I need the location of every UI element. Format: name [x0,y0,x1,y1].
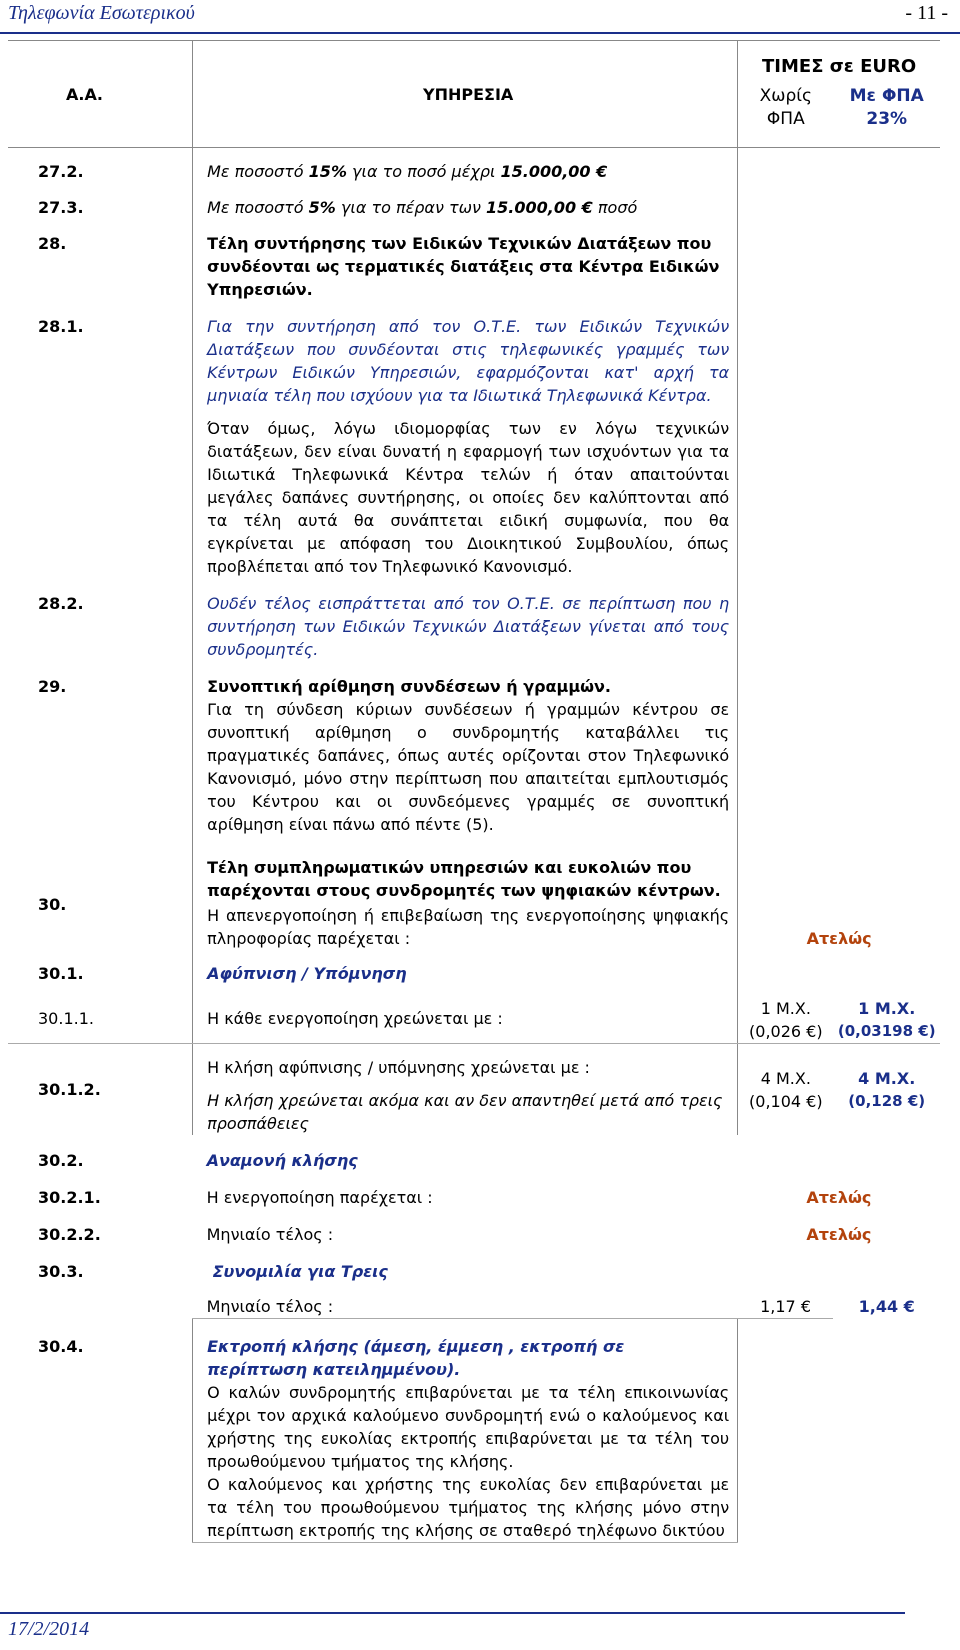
price-vat [833,1319,940,1543]
row-number: 27.3. [38,198,84,217]
price-vat: 1,44 € [858,1297,915,1316]
row-title: Τέλη συμπληρωματικών υπηρεσιών και ευκολιών που παρέχονται στους συνδρομητές των ψηφιακών κέντρων. [207,858,721,900]
price-vat [833,1246,940,1283]
row-text-part: Με ποσοστό [207,198,309,217]
row-text-bold: 15.000,00 € [500,162,608,181]
row-body: Ο καλούμενος και χρήστης της ευκολίας δεν επιβαρύνεται με τα τέλη του προωθούμενου τμήματος της κλήσης μόνο στην περίπτωση εκτροπής της κλήσης σε σταθερό τηλέφωνο δικτύου [207,1475,730,1540]
row-title: Συνομιλία για Τρεις [212,1262,388,1281]
price-no-vat [738,1246,834,1283]
table-row [8,1283,940,1319]
table-row [8,183,940,219]
table-row [8,1319,940,1543]
header-vat-line1: Με ΦΠΑ [849,86,924,107]
price-no-vat [738,301,834,407]
row-body: Για τη σύνδεση κύριων συνδέσεων ή γραμμών κέντρου σε συνοπτική αρίθμηση ο συνδρομητής καταβάλλει τις πραγματικές δαπάνες, όπως αυτές ορίζονται στον Τηλεφωνικό Κανονισμό, μόνο στην περίπτωση που απαιτείται εμπλουτισμός του Κέντρου και οι συνδεόμενες γραμμές σε συνοπτική αρίθμηση είναι πάνω από πέντε (5). [207,700,730,834]
row-text [193,836,738,950]
price-units: 1 Μ.Χ. [858,999,916,1018]
price-units: 4 Μ.Χ. [760,1068,811,1088]
row-text-part: για το ποσό μέχρι [346,162,501,181]
row-text-part: Με ποσοστό [207,162,309,181]
row-number: 29. [38,677,67,696]
price-no-vat: 1,17 € [760,1297,811,1316]
price-no-vat [738,1135,834,1172]
header-no-vat-line1: Χωρίς [759,86,813,107]
row-title: Αφύπνιση / Υπόμνηση [193,950,738,985]
header-rule [0,32,960,34]
row-text [193,1044,738,1136]
row-text [193,183,738,219]
price-no-vat [738,1319,834,1543]
table-row [8,407,940,578]
price-no-vat [738,950,834,985]
price-no-vat [738,578,834,661]
row-text [193,1319,738,1543]
price-free: Ατελώς [806,1225,872,1244]
row-title: Συνοπτική αρίθμηση συνδέσεων ή γραμμών. [207,677,611,696]
price-units: 4 Μ.Χ. [858,1068,916,1088]
row-text: Για την συντήρηση από τον Ο.Τ.Ε. των Ειδικών Τεχνικών Διατάξεων που συνδέονται στις τηλεφωνικές γραμμές των Κέντρων Ειδικών Υπηρεσιών, εφαρμόζονται κατ' αρχή τα μηνιαία τέλη που ισχύουν για τα Ιδιωτικά Τηλεφωνικά Κέντρα. [193,301,738,407]
row-number [8,985,193,1044]
row-text-bold: 15% [308,162,347,181]
header-no-vat-line2: ΦΠΑ [766,109,805,130]
price-vat [833,407,940,578]
header-vat-line2: 23% [866,109,908,130]
row-body: Η απενεργοποίηση ή επιβεβαίωση της ενεργοποίησης ψηφιακής πληροφορίας παρέχεται : [207,906,730,948]
table-row [8,661,940,836]
row-number [8,407,193,578]
row-number: 30.2.2. [38,1225,101,1244]
row-number: 28. [38,234,67,253]
header-aa: Α.Α. [8,41,193,148]
price-no-vat [738,661,834,836]
header-vat [833,85,940,147]
price-free: Ατελώς [738,836,940,950]
price-no-vat [738,148,834,184]
table-row [8,985,940,1044]
row-number: 30. [38,894,67,914]
row-number: 28.2. [38,594,84,613]
price-amount: (0,128 €) [848,1091,926,1110]
row-body: Ο καλών συνδρομητής επιβαρύνεται με τα τέλη επικοινωνίας μέχρι τον αρχικά καλούμενο συνδρομητή ενώ ο καλούμενος και χρήστης της ευκολίας εκτροπής επιβαρύνεται με τα τέλη του προωθούμενου τμήματος της κλήσης. [207,1383,730,1471]
table-header-row [8,41,940,86]
row-text: Μηνιαίο τέλος : [206,1297,334,1316]
price-no-vat [738,183,834,219]
header-prices: ΤΙΜΕΣ σε EURO [738,41,940,86]
row-text-part: ποσό [592,198,638,217]
row-number: 30.4. [38,1336,84,1356]
footer-rule [0,1612,905,1614]
price-vat [833,950,940,985]
price-vat [833,301,940,407]
price-amount: (0,03198 €) [837,1022,936,1040]
tariff-table [8,40,940,1543]
row-text: Η κάθε ενεργοποίηση χρεώνεται με : [193,985,738,1044]
price-vat [833,219,940,301]
table-row [8,1135,940,1172]
row-number: 30.1. [38,964,84,983]
price-free: Ατελώς [806,1188,872,1207]
price-vat [833,148,940,184]
price-amount: (0,104 €) [749,1091,823,1111]
row-number: 30.1.2. [38,1080,101,1099]
table-row [8,836,940,950]
price-vat [833,1044,940,1136]
price-no-vat [738,407,834,578]
table-row [8,1246,940,1283]
price-vat [833,661,940,836]
row-title: Εκτροπή κλήσης (άμεση, έμμεση , εκτροπή σε περίπτωση κατειλημμένου). [207,1337,625,1379]
row-number-text: 30.1.1. [38,1009,94,1028]
footer-date: 17/2/2014 [8,1618,90,1640]
price-vat [833,985,940,1044]
row-number: 30.2.1. [38,1188,101,1207]
row-number [8,1283,193,1319]
row-text: Τέλη συντήρησης των Ειδικών Τεχνικών Διατάξεων που συνδέονται ως τερματικές διατάξεις στα Κέντρα Ειδικών Υπηρεσιών. [193,219,738,301]
table-row [8,578,940,661]
header-no-vat [738,85,834,147]
row-number: 27.2. [38,162,84,181]
price-vat [833,578,940,661]
price-no-vat [738,219,834,301]
row-text-bold: 5% [308,198,336,217]
table-row [8,1209,940,1246]
table-row [8,950,940,985]
row-number: 28.1. [38,317,84,336]
row-number: 30.2. [38,1151,84,1170]
header-service: ΥΠΗΡΕΣΙΑ [193,41,738,148]
page-number: - 11 - [905,2,948,24]
row-text: Ουδέν τέλος εισπράττεται από τον Ο.Τ.Ε. σε περίπτωση που η συντήρηση των Ειδικών Τεχνικών Διατάξεων γίνεται από τους συνδρομητές. [193,578,738,661]
price-vat [833,183,940,219]
row-text [193,661,738,836]
header-title: Τηλεφωνία Εσωτερικού [8,2,195,24]
row-title: Αναμονή κλήσης [206,1151,358,1170]
table-row [8,1172,940,1209]
row-note: Η κλήση χρεώνεται ακόμα και αν δεν απαντηθεί μετά από τρεις προσπάθειες [207,1091,723,1133]
price-vat [833,1135,940,1172]
row-number: 30.3. [38,1262,84,1281]
row-text [193,148,738,184]
price-units: 1 Μ.Χ. [760,999,811,1018]
row-text-bold: 15.000,00 € [486,198,593,217]
table-row [8,1044,940,1136]
price-no-vat [738,1044,834,1136]
price-no-vat [738,985,834,1044]
price-amount: (0,026 €) [749,1022,823,1041]
row-body: Η κλήση αφύπνισης / υπόμνησης χρεώνεται με : [207,1058,590,1077]
row-text-part: για το πέραν των [335,198,487,217]
table-row [8,301,940,407]
table-row [8,219,940,301]
row-text: Μηνιαίο τέλος : [206,1225,334,1244]
row-text: Όταν όμως, λόγω ιδιομορφίας των εν λόγω τεχνικών διατάξεων, δεν είναι δυνατή η εφαρμογή των ισχυόντων για τα Ιδιωτικά Τηλεφωνικά Κέντρα τελών ή όταν απαιτούνται μεγάλες δαπάνες συντήρησης, οι οποίες δεν καλύπτονται από τα τέλη αυτά θα συνάπτεται ειδική συμφωνία, που θα εγκρίνεται με απόφαση του Διοικητικού Συμβουλίου, όπως προβλέπεται από τον Τηλεφωνικό Κανονισμό. [193,407,738,578]
table-row [8,148,940,184]
row-text: Η ενεργοποίηση παρέχεται : [206,1188,433,1207]
